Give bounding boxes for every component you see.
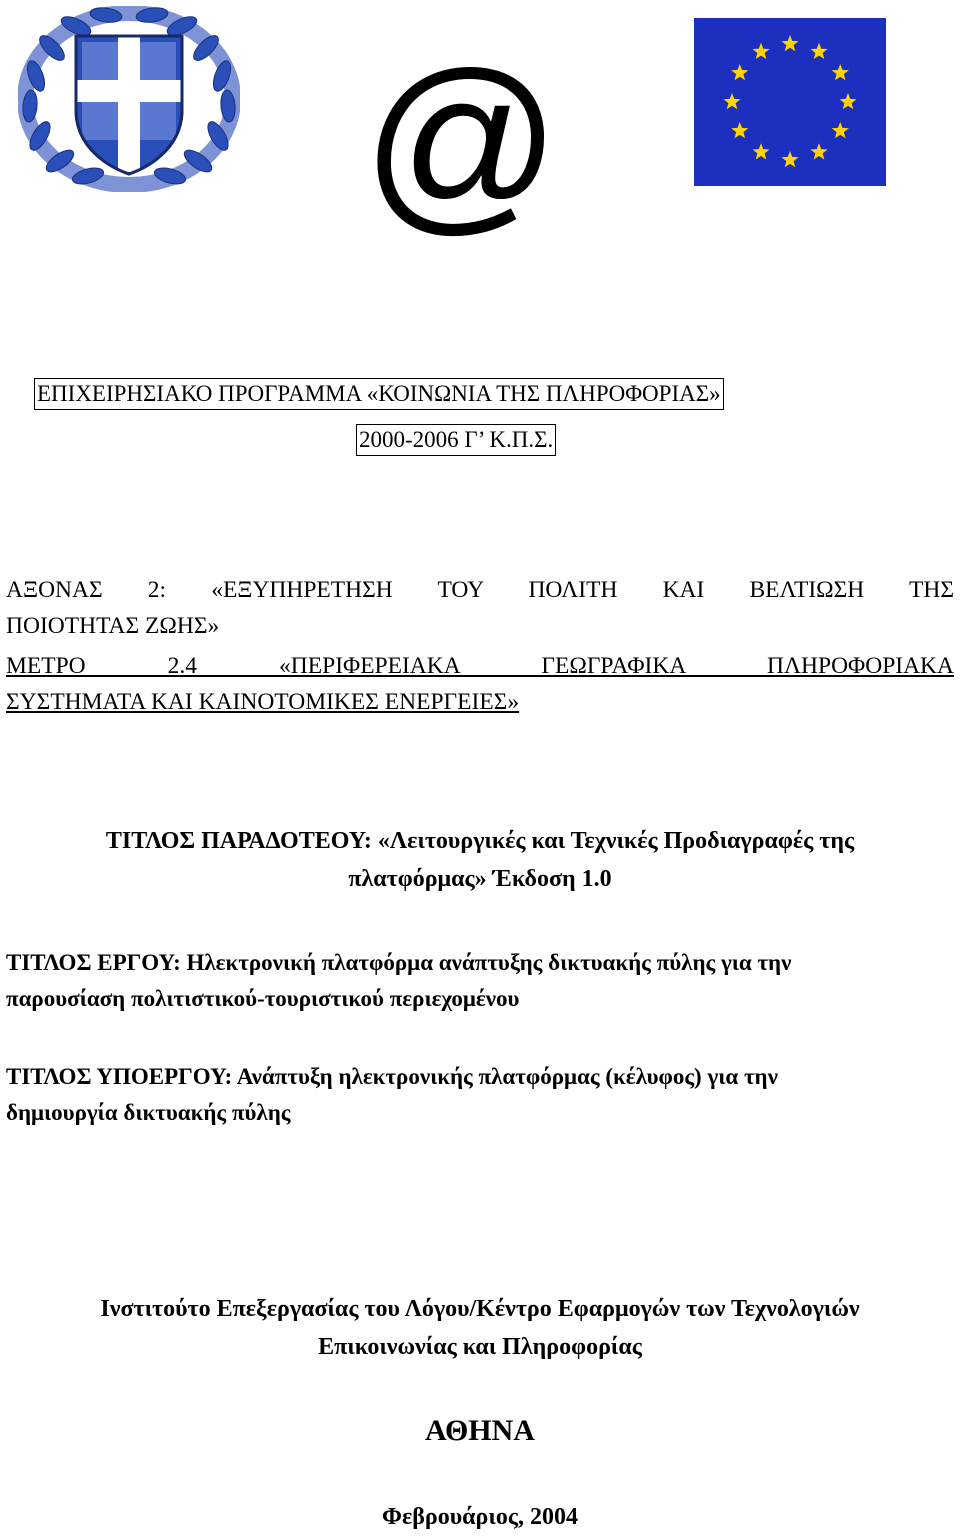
programme-title-line1: ΕΠΙΧΕΙΡΗΣΙΑΚΟ ΠΡΟΓΡΑΜΜΑ «ΚΟΙΝΩΝΙΑ ΤΗΣ ΠΛΗΡΟΦΟΡΙΑΣ» xyxy=(34,378,724,410)
deliverable-title-line2: πλατφόρμας» Έκδοση 1.0 xyxy=(348,866,612,892)
project-title-line2: παρουσίαση πολιτιστικού-τουριστικού περιεχομένου xyxy=(6,986,520,1011)
institute-line2: Επικοινωνίας και Πληροφορίας xyxy=(318,1334,642,1360)
eu-flag-icon xyxy=(694,18,886,186)
programme-title-line2: 2000-2006 Γ’ Κ.Π.Σ. xyxy=(356,424,556,456)
document-date: Φεβρουάριος, 2004 xyxy=(382,1504,578,1530)
city-name: ΑΘΗΝΑ xyxy=(425,1414,535,1447)
measure-title-line1: ΜΕΤΡΟ 2.4 «ΠΕΡΙΦΕΡΕΙΑΚΑ ΓΕΩΓΡΑΦΙΚΑ ΠΛΗΡΟΦΟΡΙΑΚΑ xyxy=(6,653,954,679)
greek-coat-of-arms-icon xyxy=(18,6,240,192)
subproject-title-line1: ΤΙΤΛΟΣ ΥΠΟΕΡΓΟΥ: Ανάπτυξη ηλεκτρονικής πλατφόρμας (κέλυφος) για την xyxy=(6,1064,778,1089)
project-title-line1: ΤΙΤΛΟΣ ΕΡΓΟΥ: Ηλεκτρονική πλατφόρμα ανάπτυξης δικτυακής πύλης για την xyxy=(6,950,792,975)
axis-title-line1: ΑΞΟΝΑΣ 2: «ΕΞΥΠΗΡΕΤΗΣΗ ΤΟΥ ΠΟΛΙΤΗ ΚΑΙ ΒΕΛΤΙΩΣΗ ΤΗΣ xyxy=(6,577,954,603)
at-symbol-icon: @ xyxy=(362,32,561,251)
deliverable-title-line1: ΤΙΤΛΟΣ ΠΑΡΑΔΟΤΕΟΥ: «Λειτουργικές και Τεχνικές Προδιαγραφές της xyxy=(105,828,855,854)
subproject-title-line2: δημιουργία δικτυακής πύλης xyxy=(6,1100,291,1125)
measure-title-line2 xyxy=(6,684,954,720)
institute-line1: Ινστιτούτο Επεξεργασίας του Λόγου/Κέντρο Εφαρμογών των Τεχνολογιών xyxy=(100,1296,860,1322)
axis-title-line2: ΠΟΙΟΤΗΤΑΣ ΖΩΗΣ» xyxy=(6,613,220,639)
measure-title-line2-text: ΣΥΣΤΗΜΑΤΑ ΚΑΙ ΚΑΙΝΟΤΟΜΙΚΕΣ ΕΝΕΡΓΕΙΕΣ» xyxy=(6,689,520,715)
